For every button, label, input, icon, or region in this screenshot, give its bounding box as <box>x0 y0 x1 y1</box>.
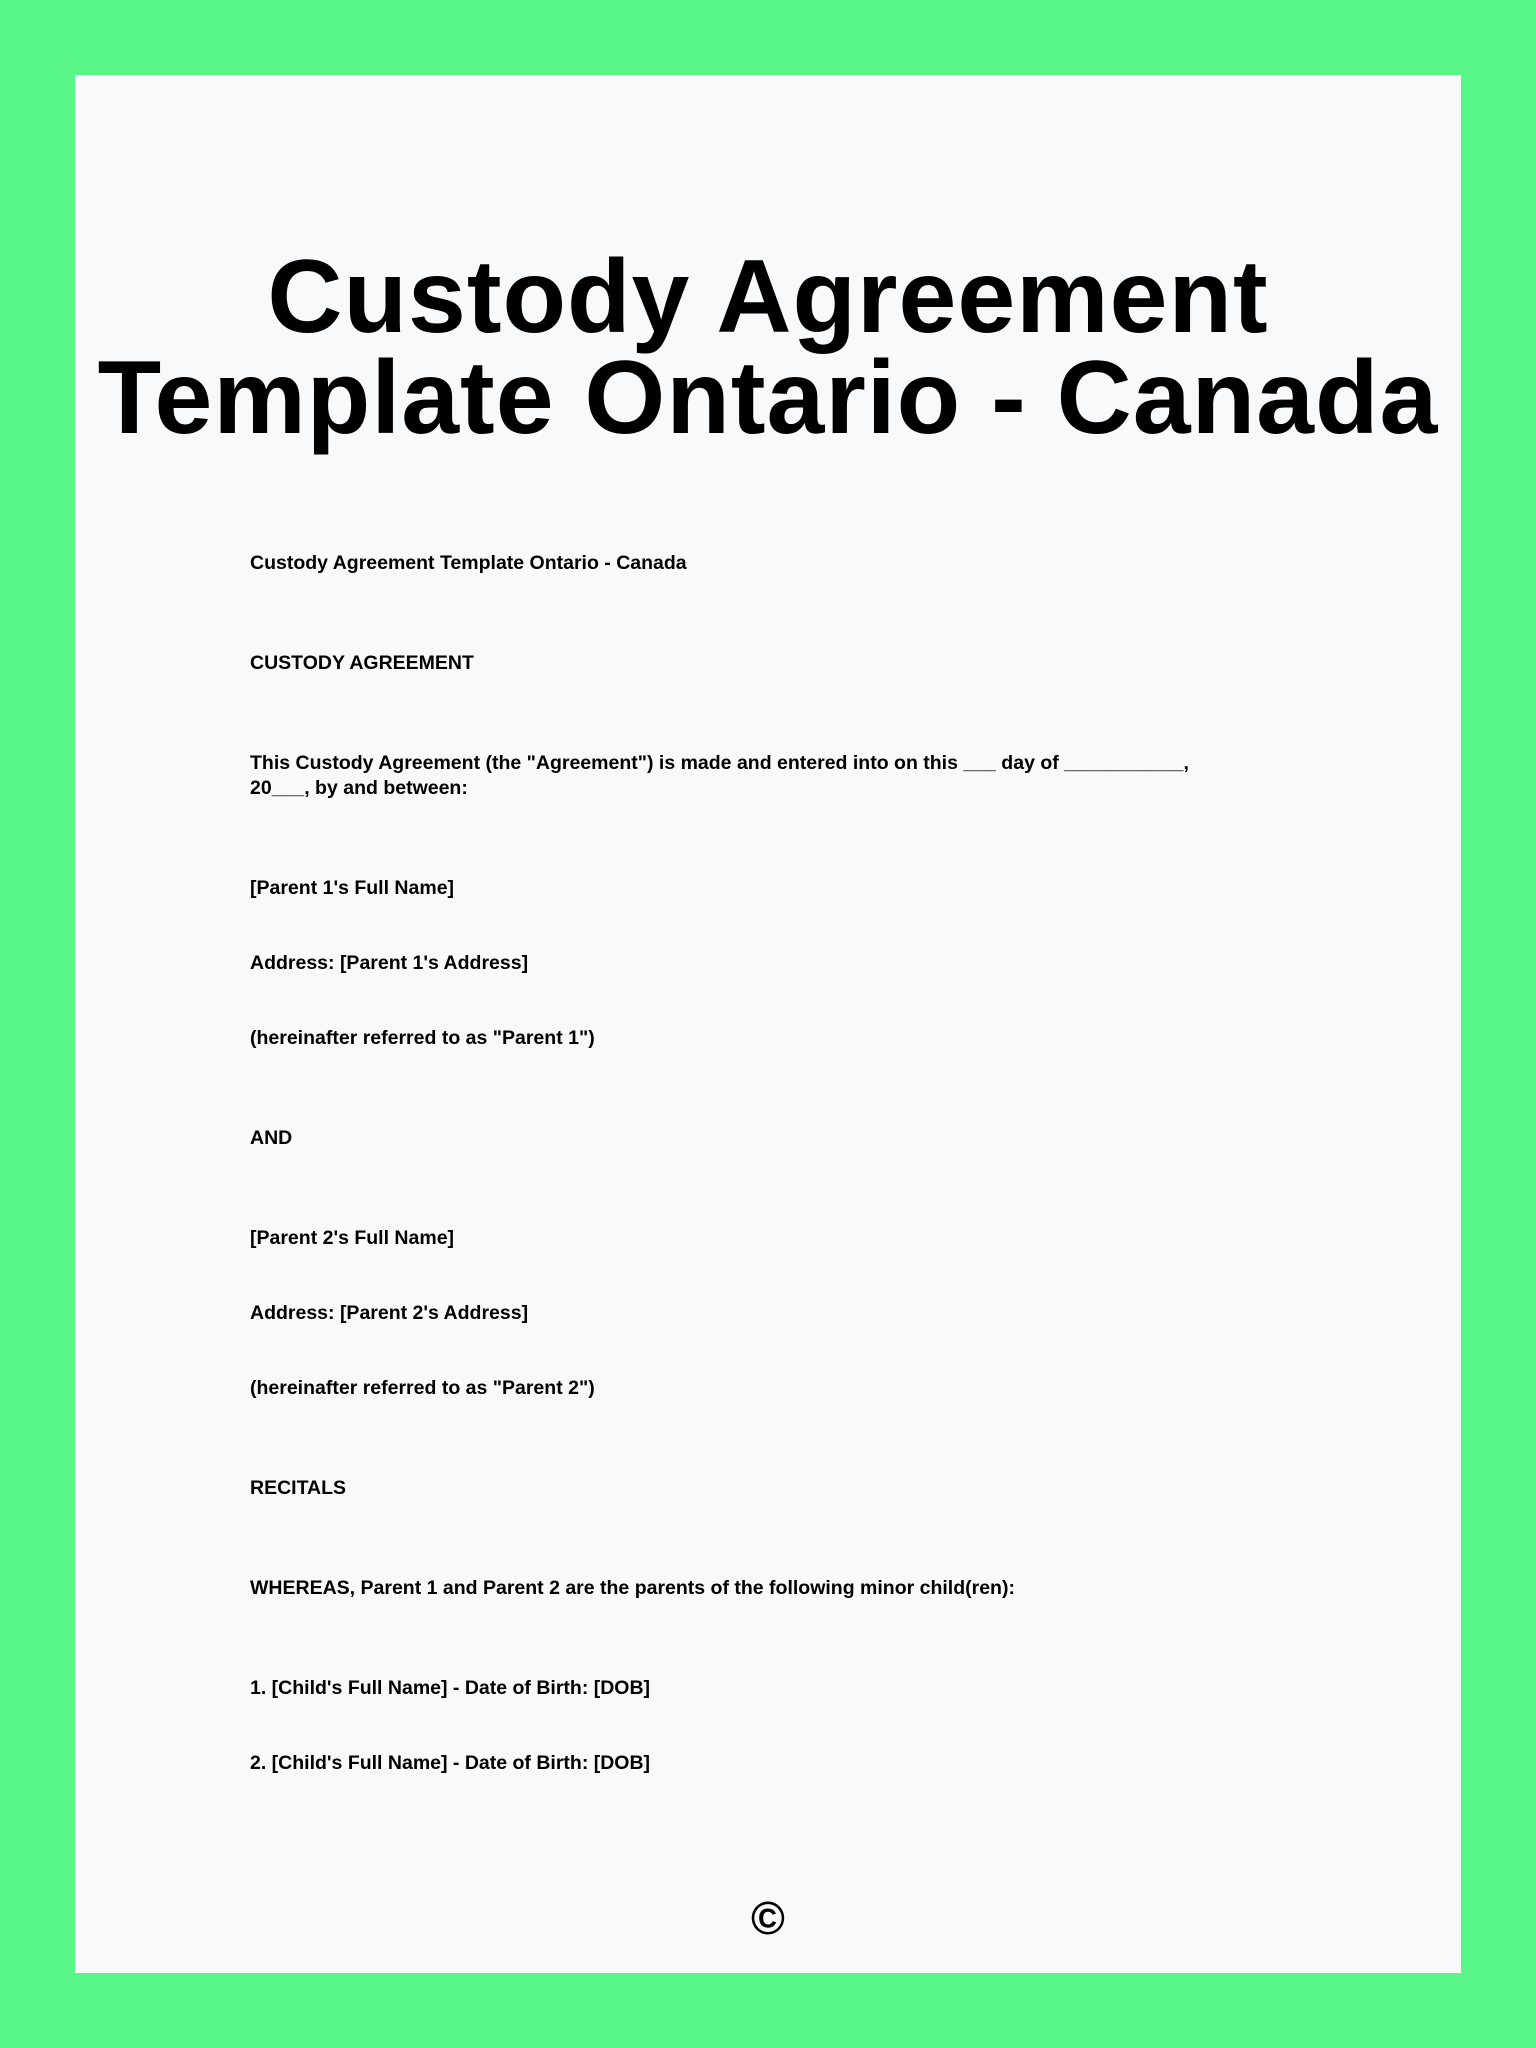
agreement-heading: CUSTODY AGREEMENT <box>250 652 474 674</box>
title-line-2: Template Ontario - Canada <box>97 340 1439 456</box>
parent2-reference: (hereinafter referred to as "Parent 2") <box>250 1377 595 1399</box>
document-subtitle: Custody Agreement Template Ontario - Canada <box>250 552 687 574</box>
parent1-name: [Parent 1's Full Name] <box>250 877 455 899</box>
intro-line-2: 20___, by and between: <box>250 777 468 799</box>
child-2: 2. [Child's Full Name] - Date of Birth: [DOB] <box>250 1752 651 1774</box>
whereas-clause: WHEREAS, Parent 1 and Parent 2 are the parents of the following minor child(ren): <box>250 1577 1015 1599</box>
title-line-1: Custody Agreement <box>267 239 1269 355</box>
copyright-icon: © <box>751 1892 785 1944</box>
parent2-address: Address: [Parent 2's Address] <box>250 1302 529 1324</box>
intro-line-1: This Custody Agreement (the "Agreement") is made and entered into on this ___ day of ___________, <box>250 752 1189 774</box>
document-title <box>75 239 1461 456</box>
document-page <box>75 75 1461 1973</box>
parent1-reference: (hereinafter referred to as "Parent 1") <box>250 1027 595 1049</box>
parent2-name: [Parent 2's Full Name] <box>250 1227 455 1249</box>
child-1: 1. [Child's Full Name] - Date of Birth: [DOB] <box>250 1677 651 1699</box>
recitals-heading: RECITALS <box>250 1477 347 1499</box>
and-separator: AND <box>250 1127 293 1149</box>
parent1-address: Address: [Parent 1's Address] <box>250 952 529 974</box>
